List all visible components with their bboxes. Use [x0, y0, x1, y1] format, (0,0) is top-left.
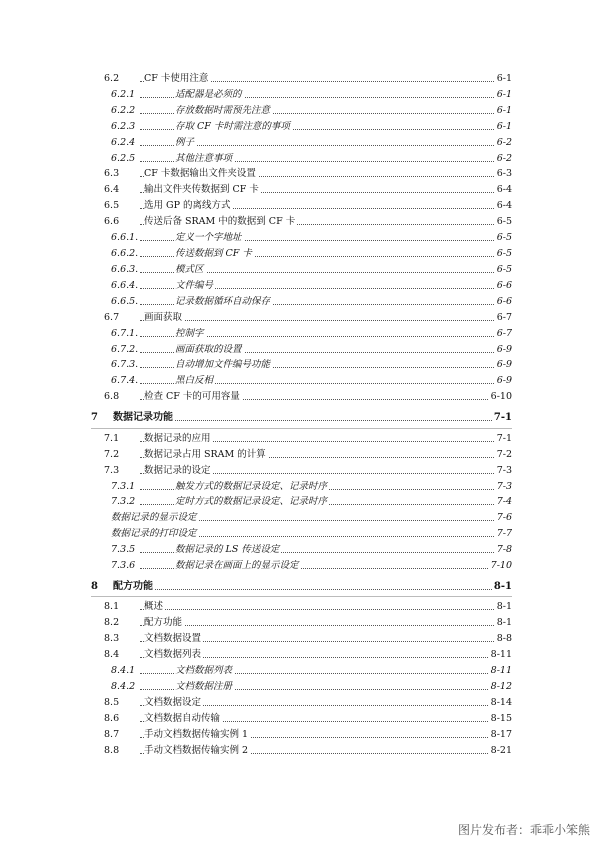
toc-title: 手动文档数据传输实例 2 — [144, 745, 249, 756]
toc-entry — [0, 432, 600, 446]
toc-page: 7-6 — [496, 512, 512, 523]
toc-number: 7.3 — [104, 465, 120, 476]
toc-title: CF 卡使用注意 — [144, 73, 209, 84]
toc-title: 传送后备 SRAM 中的数据到 CF 卡 — [144, 216, 296, 227]
toc-title: 触发方式的数据记录设定、记录时序 — [175, 481, 328, 492]
toc-title: 数据记录占用 SRAM 的计算 — [144, 449, 266, 460]
toc-page: 7-10 — [490, 560, 512, 571]
toc-entry — [0, 215, 600, 229]
toc-number: 6.2.3 — [111, 121, 136, 132]
toc-page: 6-9 — [496, 375, 512, 386]
toc-entry — [0, 72, 600, 86]
toc-title: 黑白反相 — [175, 375, 214, 386]
toc-page: 6-9 — [496, 344, 512, 355]
toc-page: 8-1 — [493, 581, 512, 592]
toc-entry — [0, 511, 600, 525]
toc-number: 8.1 — [104, 601, 120, 612]
toc-title: 控制字 — [175, 328, 204, 339]
toc-number: 8.3 — [104, 633, 120, 644]
toc-page: 7-1 — [493, 412, 512, 423]
toc-page: 8-11 — [490, 649, 512, 660]
toc-entry — [0, 480, 600, 494]
toc-number: 6.7.4. — [111, 375, 139, 386]
toc-number: 8.2 — [104, 617, 120, 628]
toc-title: 检查 CF 卡的可用容量 — [144, 391, 240, 402]
toc-page: 6-2 — [496, 137, 512, 148]
toc-page: 8-1 — [496, 601, 512, 612]
toc-number: 6.5 — [104, 200, 120, 211]
toc-entry — [0, 632, 600, 646]
toc-page: 6-9 — [496, 359, 512, 370]
toc-entry — [0, 343, 600, 357]
toc-number: 6.2.4 — [111, 137, 136, 148]
toc-entry — [0, 495, 600, 509]
toc-title: 文档数据列表 — [175, 665, 233, 676]
toc-page: 6-3 — [496, 168, 512, 179]
toc-title: CF 卡数据输出文件夹设置 — [144, 168, 256, 179]
toc-title: 模式区 — [175, 264, 204, 275]
toc-title: 数据记录功能 — [113, 412, 173, 423]
toc-entry — [0, 358, 600, 372]
toc-number: 6.8 — [104, 391, 120, 402]
toc-entry — [0, 327, 600, 341]
toc-number: 7.3.5 — [111, 544, 136, 555]
toc-title: 存取 CF 卡时需注意的事项 — [175, 121, 290, 132]
toc-page: 6-5 — [496, 248, 512, 259]
toc-title: 文档数据设定 — [144, 697, 202, 708]
toc-page: 8-8 — [496, 633, 512, 644]
toc-title: 例子 — [175, 137, 195, 148]
toc-entry — [0, 88, 600, 102]
toc-page: 6-7 — [496, 312, 512, 323]
toc-number: 6.6.1. — [111, 232, 139, 243]
toc-entry — [0, 374, 600, 388]
toc-title: 数据记录的显示设定 — [111, 512, 197, 523]
toc-title: 记录数据循环自动保存 — [175, 296, 271, 307]
toc-number: 6.2.2 — [111, 105, 136, 116]
toc-entry — [0, 648, 600, 662]
toc-page: 8-15 — [490, 713, 512, 724]
toc-page: 6-2 — [496, 153, 512, 164]
toc-chapter — [0, 411, 600, 425]
toc-page: 6-1 — [496, 105, 512, 116]
toc-title: 传送数据到 CF 卡 — [175, 248, 252, 259]
toc-page: 8-11 — [490, 665, 512, 676]
toc-number: 6.6.4. — [111, 280, 139, 291]
toc-number: 8.6 — [104, 713, 120, 724]
toc-number: 6.3 — [104, 168, 120, 179]
toc-entry — [0, 664, 600, 678]
toc-number: 8.7 — [104, 729, 120, 740]
toc-entry — [0, 295, 600, 309]
toc-title: 输出文件夹传数据到 CF 卡 — [144, 184, 259, 195]
toc-title: 画面获取的设置 — [175, 344, 242, 355]
toc-page: 7-8 — [496, 544, 512, 555]
toc-page: 6-1 — [496, 121, 512, 132]
toc-number: 8.4 — [104, 649, 120, 660]
toc-entry — [0, 527, 600, 541]
toc-entry — [0, 712, 600, 726]
toc-entry — [0, 167, 600, 181]
toc-number: 8.4.1 — [111, 665, 136, 676]
toc-page: 6-5 — [496, 264, 512, 275]
toc-number: 6.7.2. — [111, 344, 139, 355]
toc-number: 6.2.1 — [111, 89, 136, 100]
toc-page: 7-1 — [496, 433, 512, 444]
toc-page: 6-1 — [496, 89, 512, 100]
toc-entry — [0, 311, 600, 325]
toc-page: 6-5 — [496, 216, 512, 227]
toc-title: 文档数据自动传输 — [144, 713, 221, 724]
toc-page: 7-3 — [496, 465, 512, 476]
toc-entry — [0, 728, 600, 742]
toc-title: 概述 — [144, 601, 164, 612]
toc-number: 8.5 — [104, 697, 120, 708]
toc-number: 6.7.3. — [111, 359, 139, 370]
toc-number: 8.4.2 — [111, 681, 136, 692]
toc-title: 画面获取 — [144, 312, 183, 323]
toc-title: 文档数据注册 — [175, 681, 233, 692]
toc-entry — [0, 279, 600, 293]
toc-title: 数据记录的设定 — [144, 465, 211, 476]
toc-number: 7.1 — [104, 433, 120, 444]
toc-number: 6.2.5 — [111, 153, 136, 164]
toc-number: 6.2 — [104, 73, 120, 84]
toc-title: 自动增加文件编号功能 — [175, 359, 271, 370]
toc-title: 数据记录的 LS 传送设定 — [175, 544, 280, 555]
toc-page: 6-1 — [496, 73, 512, 84]
toc-number: 7.3.1 — [111, 481, 136, 492]
toc-entry — [0, 543, 600, 557]
toc-number: 6.6.5. — [111, 296, 139, 307]
toc-number: 7.3.6 — [111, 560, 136, 571]
toc-entry — [0, 104, 600, 118]
toc-entry — [0, 136, 600, 150]
toc-entry — [0, 120, 600, 134]
toc-number: 6.4 — [104, 184, 120, 195]
toc-entry — [0, 263, 600, 277]
toc-entry — [0, 696, 600, 710]
toc-entry — [0, 390, 600, 404]
toc-page: 7-4 — [496, 496, 512, 507]
toc-page: 8-21 — [490, 745, 512, 756]
toc-title: 其他注意事项 — [175, 153, 233, 164]
toc-title: 手动文档数据传输实例 1 — [144, 729, 249, 740]
toc-title: 数据记录的应用 — [144, 433, 211, 444]
toc-page: 6-4 — [496, 200, 512, 211]
toc-entry — [0, 616, 600, 630]
toc-title: 文件编号 — [175, 280, 214, 291]
toc-entry — [0, 152, 600, 166]
toc-number: 7 — [91, 412, 98, 423]
toc-page: 6-6 — [496, 280, 512, 291]
toc-page: 7-7 — [496, 528, 512, 539]
toc-number: 6.7 — [104, 312, 120, 323]
toc-page: 6-10 — [490, 391, 512, 402]
toc-entry — [0, 183, 600, 197]
toc-entry — [0, 600, 600, 614]
toc-page: 8-12 — [490, 681, 512, 692]
toc-number: 6.6.3. — [111, 264, 139, 275]
toc-entry — [0, 247, 600, 261]
toc-entry — [0, 680, 600, 694]
toc-page: 6-6 — [496, 296, 512, 307]
toc-page: 6-5 — [496, 232, 512, 243]
toc-entry — [0, 559, 600, 573]
toc-title: 定时方式的数据记录设定、记录时序 — [175, 496, 328, 507]
toc-number: 7.3.2 — [111, 496, 136, 507]
toc-title: 配方功能 — [144, 617, 183, 628]
toc-title: 数据记录的打印设定 — [111, 528, 197, 539]
toc-entry — [0, 231, 600, 245]
toc-number: 6.7.1. — [111, 328, 139, 339]
toc-page: 7-3 — [496, 481, 512, 492]
publisher-watermark: 图片发布者：乖乖小笨熊 — [457, 823, 590, 837]
toc-page: 7-2 — [496, 449, 512, 460]
toc-number: 6.6 — [104, 216, 120, 227]
toc-title: 适配器是必须的 — [175, 89, 242, 100]
toc-title: 数据记录在画面上的显示设定 — [175, 560, 299, 571]
toc-entry — [0, 744, 600, 758]
toc-entry — [0, 448, 600, 462]
toc-title: 配方功能 — [113, 581, 153, 592]
toc-number: 6.6.2. — [111, 248, 139, 259]
toc-entry — [0, 199, 600, 213]
toc-title: 文档数据列表 — [144, 649, 202, 660]
toc-title: 选用 GP 的离线方式 — [144, 200, 231, 211]
toc-number: 8 — [91, 581, 98, 592]
chapter-divider — [91, 428, 512, 429]
toc-page: 8-1 — [496, 617, 512, 628]
toc-title: 文档数据设置 — [144, 633, 202, 644]
toc-title: 存放数据时需预先注意 — [175, 105, 271, 116]
toc-page: 8-14 — [490, 697, 512, 708]
toc-number: 8.8 — [104, 745, 120, 756]
toc-number: 7.2 — [104, 449, 120, 460]
toc-page: 6-7 — [496, 328, 512, 339]
chapter-divider — [91, 596, 512, 597]
toc-chapter — [0, 580, 600, 594]
toc-page: 6-4 — [496, 184, 512, 195]
toc-title: 定义一个字地址 — [175, 232, 242, 243]
toc-page: 8-17 — [490, 729, 512, 740]
toc-entry — [0, 464, 600, 478]
